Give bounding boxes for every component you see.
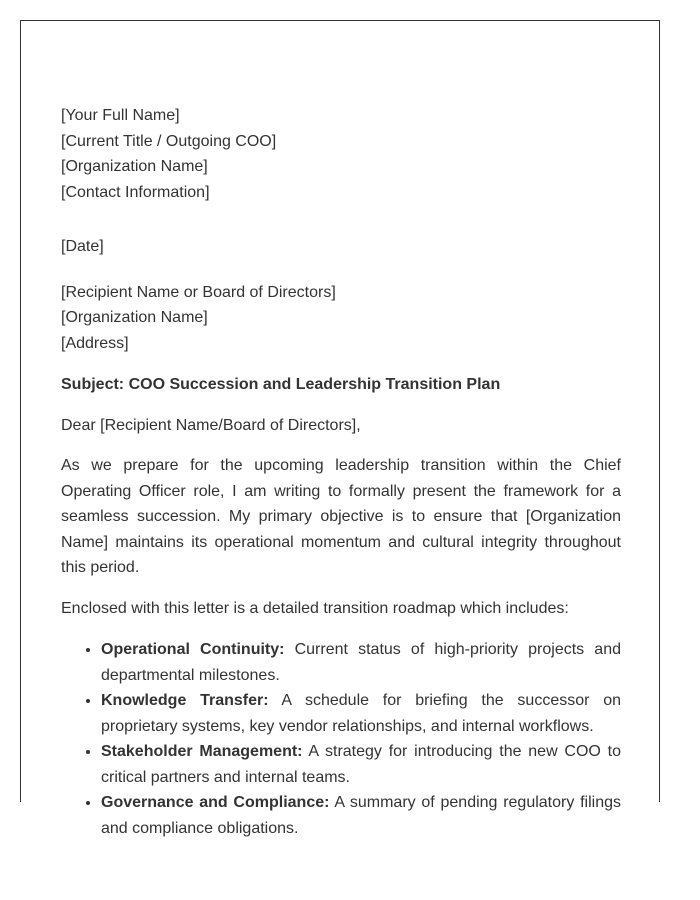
letter-page: [20, 20, 660, 837]
letter-body: [61, 103, 621, 841]
recipient-address: [Address]: [61, 334, 129, 352]
sender-organization: [Organization Name]: [61, 158, 208, 175]
sender-block: [61, 103, 621, 205]
list-item: [101, 637, 621, 688]
list-item: [101, 739, 621, 790]
sender-contact: [Contact Information]: [61, 183, 210, 201]
intro-paragraph: As we prepare for the upcoming leadership transition within the Chief Operating Officer role, I am writing to formally present the framework for a seamless succession. My primary objective is to ensure that [Organization Name] maintains its operational momentum and cultural integrity throughout this period.: [61, 457, 621, 576]
sender-name: [Your Full Name]: [61, 107, 180, 124]
roadmap-item-text: A schedule for briefing the successor on proprietary systems, key vendor relationships, and internal workflows.: [101, 692, 622, 735]
roadmap-list: [61, 637, 621, 841]
roadmap-item-text: Current status of high-priority projects and departmental milestones.: [101, 641, 621, 684]
roadmap-item-text: A summary of pending regulatory filings and compliance obligations.: [101, 794, 621, 837]
subject-line: Subject: COO Succession and Leadership Transition Plan: [61, 376, 501, 393]
recipient-organization: [Organization Name]: [61, 309, 208, 326]
date-text: [Date]: [61, 238, 104, 255]
recipient-block: [61, 280, 621, 357]
roadmap-item-term: Stakeholder Management:: [101, 743, 303, 760]
list-item: [101, 688, 621, 739]
letter-date: [61, 234, 621, 260]
enclosure-paragraph: Enclosed with this letter is a detailed transition roadmap which includes:: [61, 599, 569, 617]
roadmap-item-term: Governance and Compliance:: [101, 794, 330, 811]
salutation: Dear [Recipient Name/Board of Directors],: [61, 416, 361, 434]
roadmap-item-term: Knowledge Transfer:: [101, 692, 269, 709]
list-item: [101, 790, 621, 841]
roadmap-item-term: Operational Continuity:: [101, 641, 285, 658]
sender-title: [Current Title / Outgoing COO]: [61, 132, 277, 150]
roadmap-item-text: A strategy for introducing the new COO to critical partners and internal teams.: [101, 743, 622, 786]
recipient-name: [Recipient Name or Board of Directors]: [61, 283, 336, 301]
